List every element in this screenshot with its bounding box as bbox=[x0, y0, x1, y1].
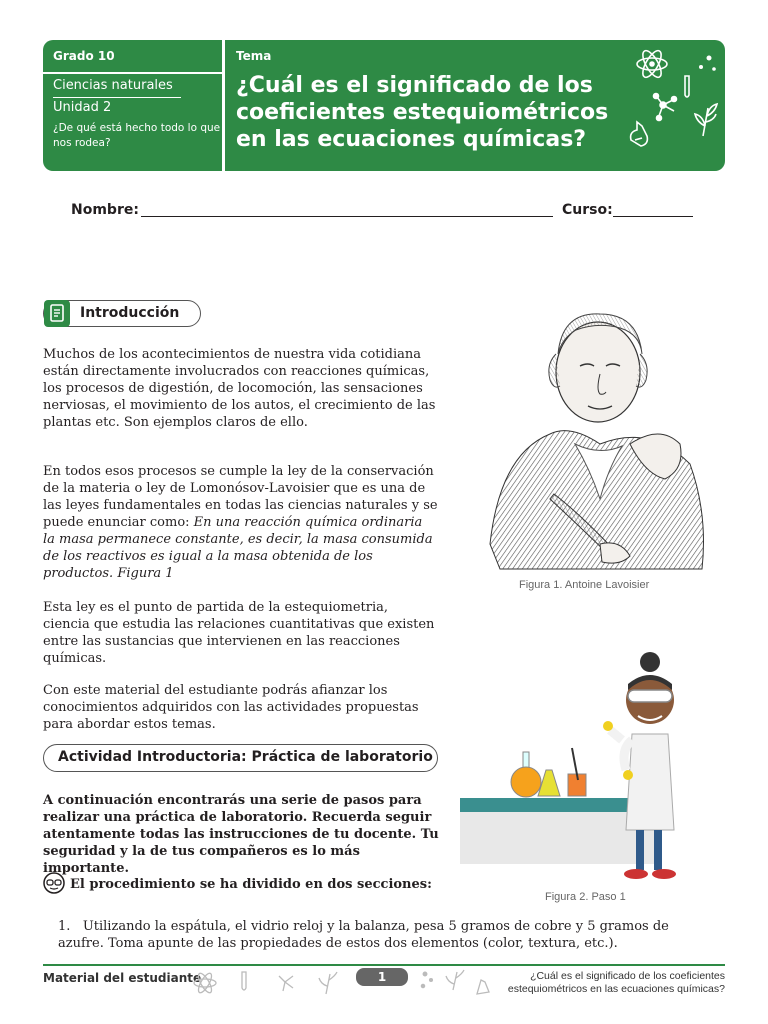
unit-label: Unidad 2 bbox=[53, 100, 112, 115]
course-label: Curso: bbox=[562, 202, 613, 218]
figure-2-caption: Figura 2. Paso 1 bbox=[545, 891, 626, 903]
flask-icon bbox=[631, 122, 648, 146]
name-field-line[interactable] bbox=[141, 216, 553, 217]
name-label: Nombre: bbox=[71, 202, 139, 218]
test-tube-icon bbox=[242, 972, 246, 990]
page-title: ¿Cuál es el significado de los coeficientes estequiométricos en las ecuaciones químicas? bbox=[236, 73, 609, 152]
procedure-step-1 bbox=[58, 918, 698, 952]
intro-paragraph-1: Muchos de los acontecimientos de nuestra vida cotidiana están directamente involucrados con reacciones químicas, los procesos de digestión, de locomoción, las sensaciones nerviosas, el movimiento de los autos, el crecimiento de las plantas etc. Son ejemplos claros de ello. bbox=[43, 347, 436, 430]
grade-label: Grado 10 bbox=[53, 49, 115, 63]
molecule-icon bbox=[279, 976, 293, 991]
lavoisier-portrait bbox=[480, 294, 710, 574]
leaf-icon bbox=[695, 104, 717, 136]
activity-section-heading bbox=[43, 744, 438, 772]
header-vertical-divider bbox=[222, 40, 225, 171]
leaf-icon bbox=[319, 972, 337, 994]
law-statement: En una reacción química ordinaria la masa permanece constante, es decir, la masa consumida de los reactivos es igual a la masa obtenida de los productos. Figura 1 bbox=[43, 515, 433, 581]
theme-label: Tema bbox=[236, 49, 272, 63]
molecule-icon bbox=[654, 94, 677, 121]
subject-underline bbox=[53, 97, 181, 98]
activity-heading-text: Actividad Introductoria: Práctica de laboratorio bbox=[58, 749, 433, 765]
intro-section-heading bbox=[43, 300, 201, 327]
lab-student-illustration bbox=[460, 640, 740, 890]
header-course-info bbox=[43, 40, 222, 171]
subject-area: Ciencias naturales bbox=[53, 78, 173, 93]
science-icons-decoration bbox=[623, 40, 725, 171]
intro-heading-text: Introducción bbox=[80, 305, 180, 321]
footer-title: ¿Cuál es el significado de los coeficientes estequiométricos en las ecuaciones químicas? bbox=[507, 970, 725, 995]
round-flask-icon bbox=[511, 752, 541, 797]
footer-label: Material del estudiante bbox=[43, 971, 202, 985]
beaker-icon bbox=[568, 748, 586, 796]
header-banner bbox=[43, 40, 725, 171]
intro-paragraph-4: Con este material del estudiante podrás afianzar los conocimientos adquiridos con las actividades propuestas para abordar estos temas. bbox=[43, 683, 419, 732]
atom-icon bbox=[637, 48, 667, 80]
activity-instructions: A continuación encontrarás una serie de pasos para realizar una práctica de laboratorio. Recuerda seguir atentamente todas las instrucciones de tu docente. Tu seguridad y la de tus compañeros es lo más importante. bbox=[43, 793, 439, 876]
test-tube-icon bbox=[685, 76, 689, 97]
atom-icon bbox=[194, 971, 216, 994]
safety-goggles-icon bbox=[43, 872, 65, 894]
header-divider bbox=[43, 72, 222, 74]
figure-1-caption: Figura 1. Antoine Lavoisier bbox=[519, 579, 650, 591]
intro-paragraph-3: Esta ley es el punto de partida de la estequiometria, ciencia que estudia las relaciones cuantitativas que existen entre las sustancias que intervienen en las reacciones químicas. bbox=[43, 600, 435, 666]
notebook-icon bbox=[44, 300, 70, 327]
intro-paragraph-2 bbox=[43, 463, 438, 582]
leaf-icon bbox=[446, 970, 464, 990]
procedure-note: El procedimiento se ha dividido en dos secciones: bbox=[70, 877, 432, 892]
footer-science-icons bbox=[185, 964, 505, 1000]
dots-icon bbox=[699, 56, 716, 71]
page-number: 1 bbox=[356, 968, 408, 986]
course-field-line[interactable] bbox=[613, 216, 693, 217]
step-text: Utilizando la espátula, el vidrio reloj y la balanza, pesa 5 gramos de cobre y 5 gramos de azufre. Toma apunte de las propiedades de estos dos elementos (color, textura, etc.). bbox=[58, 919, 669, 951]
unit-question: ¿De qué está hecho todo lo que nos rodea? bbox=[53, 122, 221, 149]
step-number: 1. bbox=[58, 919, 71, 934]
dots-icon bbox=[421, 972, 432, 987]
intro-paragraph-2-text: En todos esos procesos se cumple la ley de la conservación de la materia o ley de Lomonósov-Lavoisier que es una de las leyes fundamentales en todas las ciencias naturales y se puede enunciar como: bbox=[43, 464, 438, 530]
